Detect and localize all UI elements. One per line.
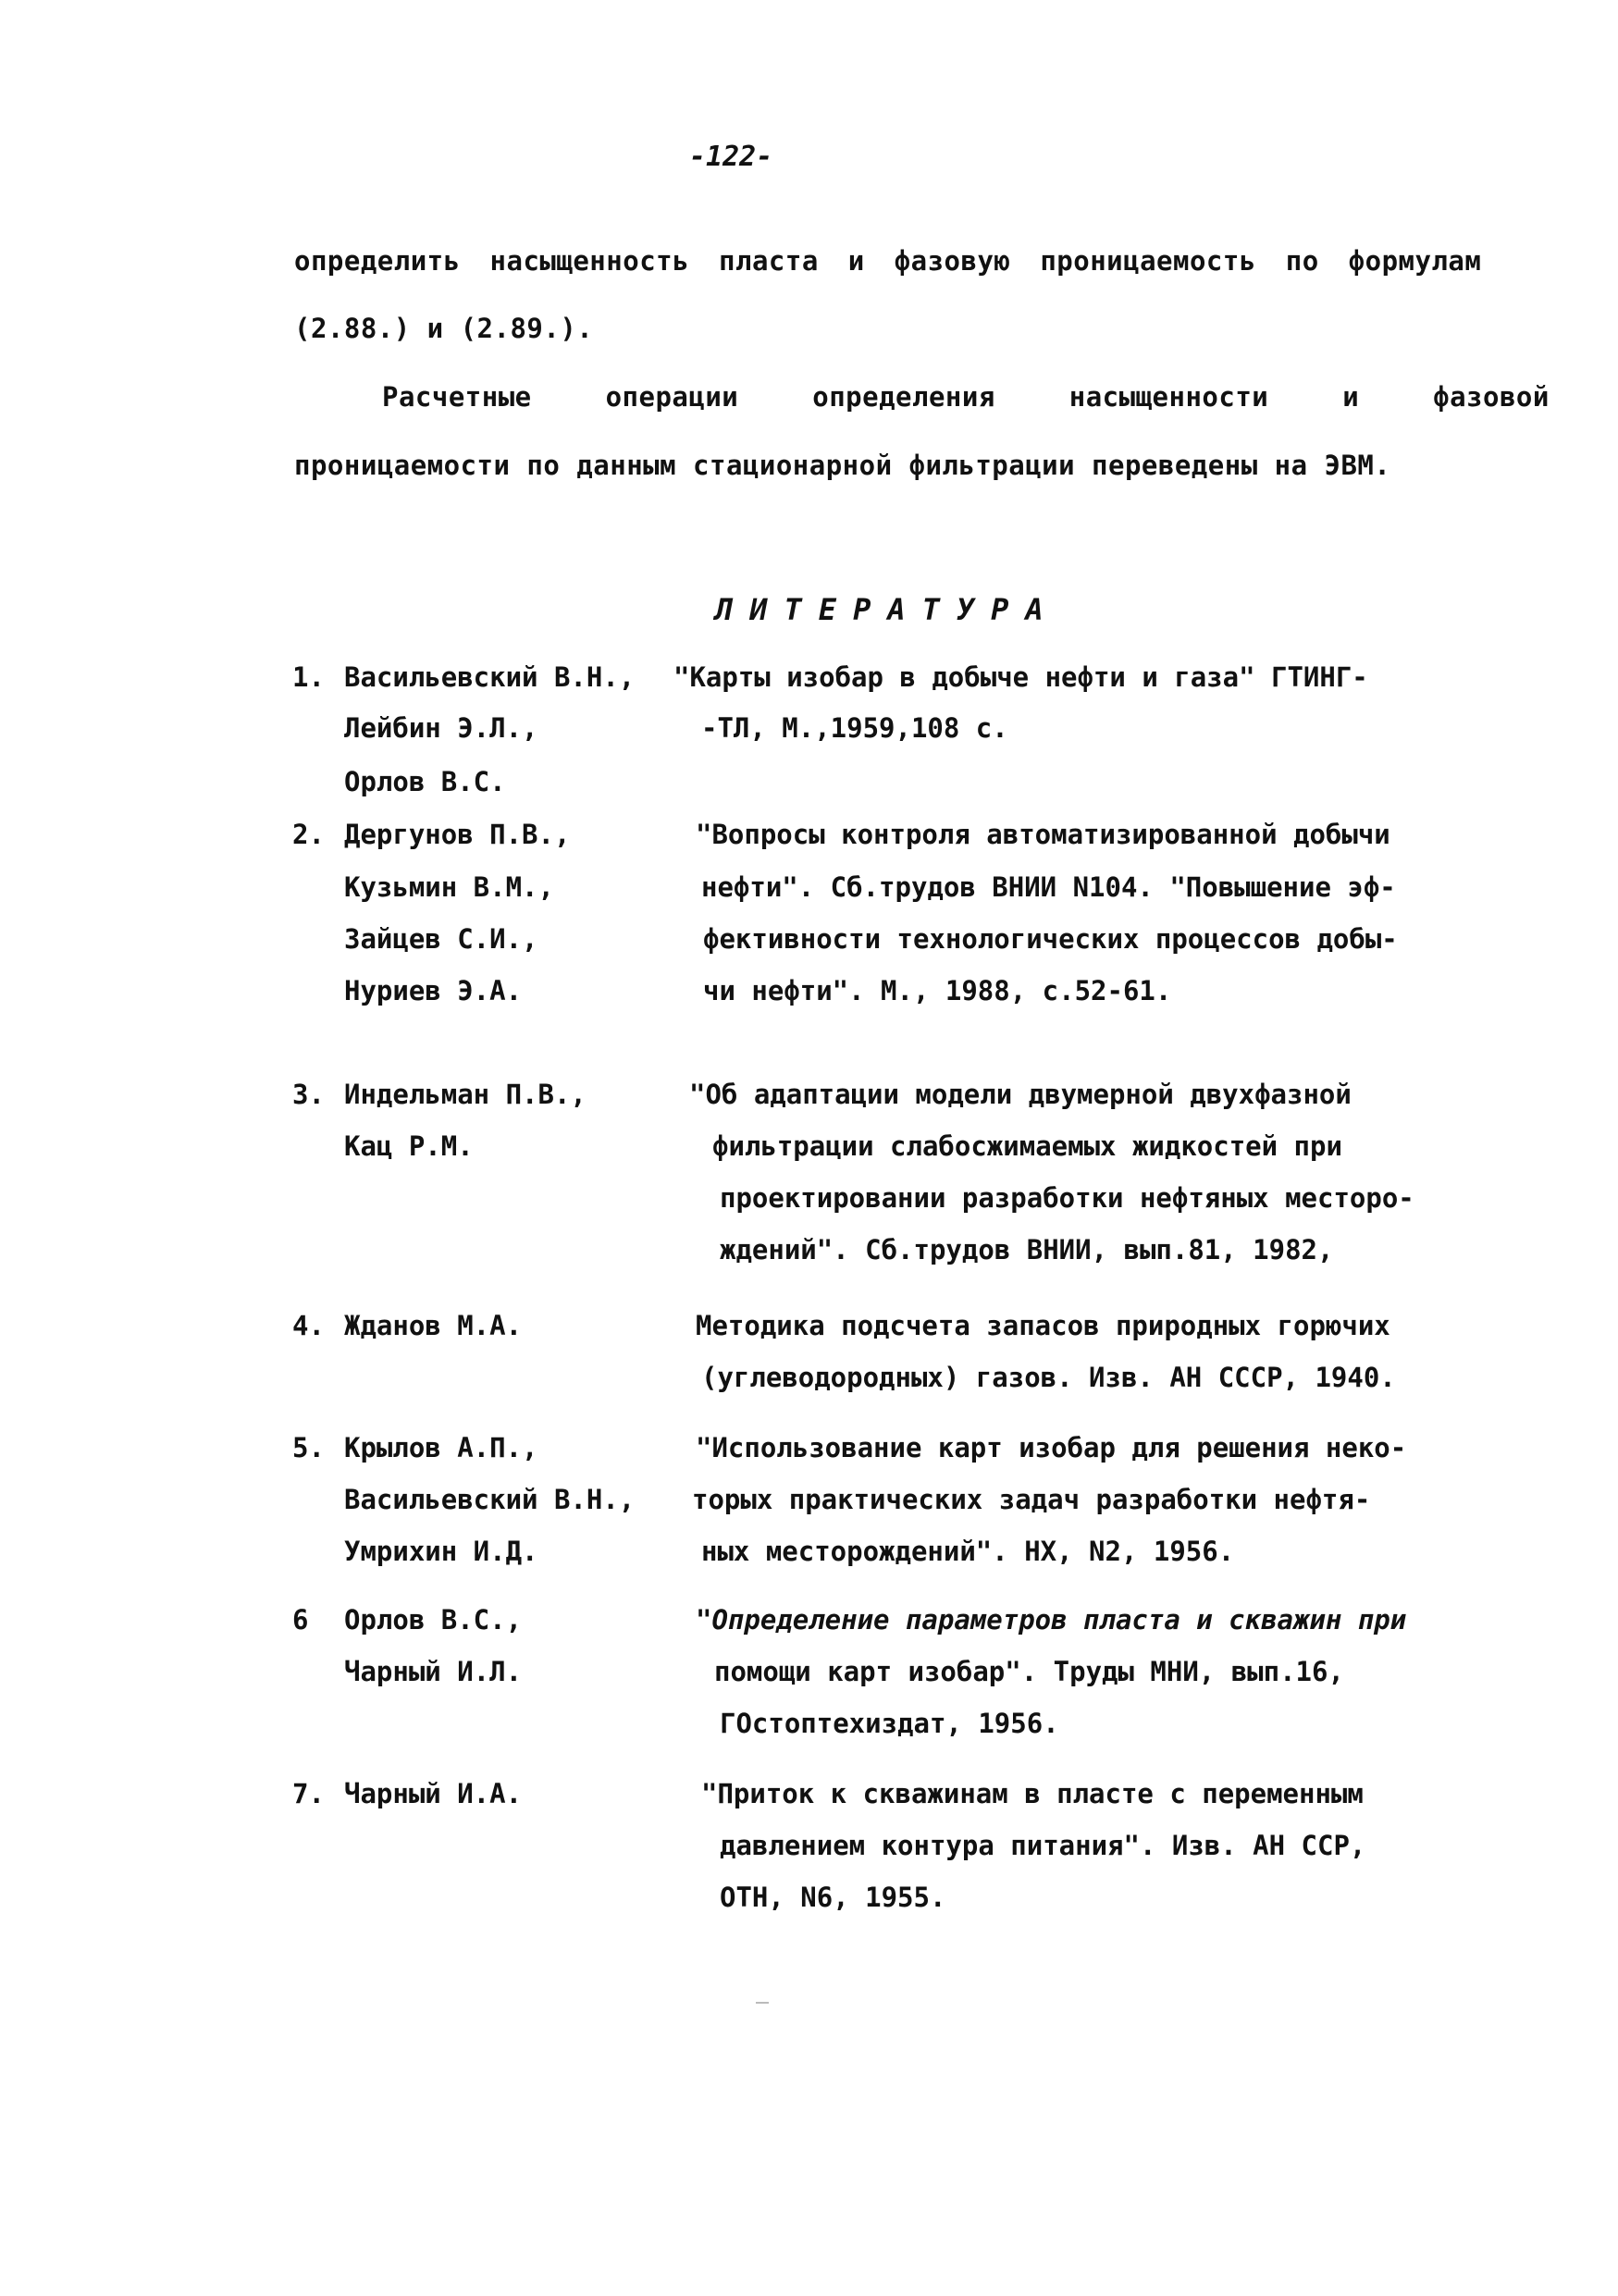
- intro-line-4: проницаемости по данным стационарной фильтрации переведены на ЭВМ.: [294, 450, 1391, 481]
- ref-1-line-2: -ТЛ, М.,1959,108 с.: [701, 712, 1008, 744]
- ref-5-line-1: "Использование карт изобар для решения неко-: [696, 1432, 1407, 1463]
- ref-3-number: 3.: [292, 1079, 325, 1110]
- ref-2-line-4: чи нефти". М., 1988, с.52-61.: [703, 975, 1172, 1006]
- ref-3-line-1: "Об адаптации модели двумерной двухфазной: [689, 1079, 1352, 1110]
- ref-3-line-3: проектировании разработки нефтяных месторо-: [720, 1182, 1414, 1214]
- ref-1-author-1: Васильевский В.Н.,: [344, 661, 636, 693]
- ref-2-line-2: нефти". Сб.трудов ВНИИ N104. "Повышение эф-: [701, 871, 1396, 903]
- ref-7-line-2: давлением контура питания". Изв. АН ССР,: [720, 1830, 1366, 1861]
- ref-7-number: 7.: [292, 1778, 325, 1809]
- ref-3-author-1: Индельман П.В.,: [344, 1079, 587, 1110]
- ref-4-line-2: (углеводородных) газов. Изв. АН СССР, 1940.: [701, 1362, 1396, 1393]
- intro-line-3: Расчетные операции определения насыщенности и фазовой: [382, 381, 1550, 413]
- ref-1-author-2: Лейбин Э.Л.,: [344, 712, 538, 744]
- ref-4-author-1: Жданов М.А.: [344, 1310, 523, 1341]
- ref-5-number: 5.: [292, 1432, 325, 1463]
- intro-line-1: [294, 245, 1482, 277]
- intro-line-1-text: определить насыщенность пласта и фазовую проницаемость по формулам: [294, 245, 1482, 277]
- ref-2-author-3: Зайцев С.И.,: [344, 923, 538, 955]
- ref-2-author-4: Нуриев Э.А.: [344, 975, 523, 1006]
- ref-2-number: 2.: [292, 819, 325, 850]
- ref-5-author-2: Васильевский В.Н.,: [344, 1484, 636, 1515]
- ref-6-number: 6: [292, 1604, 309, 1636]
- scan-mark: [756, 2002, 769, 2004]
- ref-7-line-1: "Приток к скважинам в пласте с переменным: [701, 1778, 1364, 1809]
- ref-3-author-2: Кац Р.М.: [344, 1130, 474, 1162]
- ref-2-author-2: Кузьмин В.М.,: [344, 871, 554, 903]
- ref-2-author-1: Дергунов П.В.,: [344, 819, 571, 850]
- ref-6-author-2: Чарный И.Л.: [344, 1656, 523, 1687]
- references-heading: ЛИТЕРАТУРА: [715, 592, 1060, 627]
- ref-5-line-3: ных месторождений". НХ, N2, 1956.: [701, 1536, 1235, 1567]
- ref-3-line-4: ждений". Сб.трудов ВНИИ, вып.81, 1982,: [720, 1234, 1334, 1265]
- page-number: -122-: [689, 141, 773, 173]
- ref-4-line-1: Методика подсчета запасов природных горючих: [696, 1310, 1390, 1341]
- ref-1-line-1: "Карты изобар в добыче нефти и газа" ГТИНГ-: [673, 661, 1368, 693]
- ref-2-line-1: "Вопросы контроля автоматизированной добычи: [696, 819, 1390, 850]
- intro-line-2: (2.88.) и (2.89.).: [294, 313, 594, 344]
- ref-5-line-2: торых практических задач разработки нефтя-: [692, 1484, 1371, 1515]
- ref-6-line-3: ГОстоптехиздат, 1956.: [720, 1708, 1059, 1739]
- ref-5-author-1: Крылов А.П.,: [344, 1432, 538, 1463]
- ref-6-line-1: "Определение параметров пласта и скважин при: [696, 1604, 1407, 1636]
- ref-7-author-1: Чарный И.А.: [344, 1778, 523, 1809]
- ref-6-author-1: Орлов В.С.,: [344, 1604, 523, 1636]
- ref-4-number: 4.: [292, 1310, 325, 1341]
- ref-1-number: 1.: [292, 661, 325, 693]
- ref-3-line-2: фильтрации слабосжимаемых жидкостей при: [712, 1130, 1342, 1162]
- ref-2-line-3: фективности технологических процессов добы-: [703, 923, 1398, 955]
- ref-6-line-2: помощи карт изобар". Труды МНИ, вып.16,: [714, 1656, 1344, 1687]
- ref-5-author-3: Умрихин И.Д.: [344, 1536, 538, 1567]
- ref-7-line-3: ОТН, N6, 1955.: [720, 1882, 946, 1913]
- ref-1-author-3: Орлов В.С.: [344, 766, 506, 797]
